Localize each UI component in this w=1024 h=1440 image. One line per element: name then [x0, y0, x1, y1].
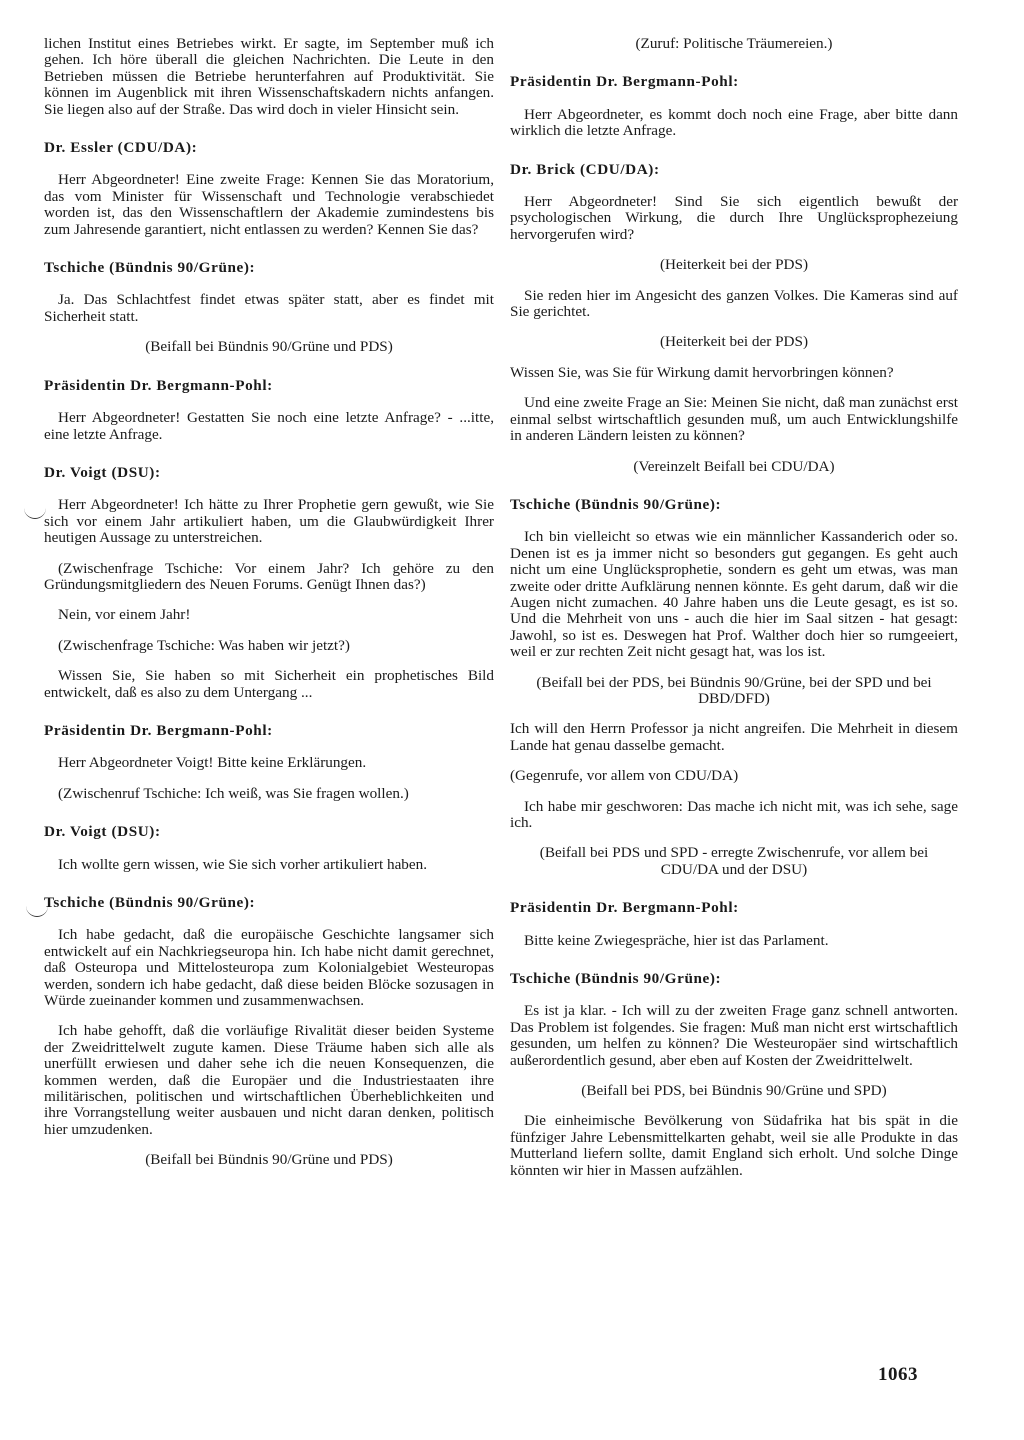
interjection: (Zwischenruf Tschiche: Ich weiß, was Sie fragen wollen.)	[58, 784, 409, 802]
pen-mark	[24, 508, 46, 519]
speaker-heading: Dr. Essler (CDU/DA):	[44, 139, 198, 157]
speaker-heading: Dr. Brick (CDU/DA):	[510, 160, 660, 178]
paragraph: Nein, vor einem Jahr!	[58, 606, 191, 624]
interjection: (Zwischenfrage Tschiche: Vor einem Jahr? Ich gehöre zu den Gründungsmitgliedern des Neuen Forums. Genügt Ihnen das?)	[44, 559, 494, 593]
interjection: (Vereinzelt Beifall bei CDU/DA)	[633, 457, 835, 475]
interjection: (Beifall bei PDS und SPD - erregte Zwischenrufe, vor allem bei CDU/DA und der DSU)	[539, 844, 929, 878]
interjection: (Zwischenfrage Tschiche: Was haben wir jetzt?)	[58, 636, 350, 654]
paragraph: Ich habe mir geschworen: Das mache ich nicht mit, was ich sehe, sage ich.	[510, 797, 958, 831]
paragraph: Ich habe gedacht, daß die europäische Geschichte langsamer sich entwickelt auf ein Nachkriegseuropa hin. Ich habe nicht damit gerechnet, daß Osteuropa und Mittelosteuropa zum Kolonialgebiet Westeuropas werden, sondern ich habe gedacht, daß diese beiden Blöcke sozusagen in Würde zueinander kommen und zusammenwachsen.	[44, 926, 494, 1010]
speaker-heading: Präsidentin Dr. Bergmann-Pohl:	[510, 73, 739, 91]
speaker-heading: Tschiche (Bündnis 90/Grüne):	[44, 894, 256, 911]
interjection: (Zuruf: Politische Träumereien.)	[635, 35, 833, 52]
speaker-heading: Dr. Voigt (DSU):	[44, 463, 161, 481]
paragraph: Die einheimische Bevölkerung von Südafrika hat bis spät in die fünfziger Jahre Lebensmittelkarten gehabt, weil sie alle Produkte in das Mutterland liefern sollte, damit England sich erholt. Und solche Dinge könnten wir hier in Massen aufzählen.	[510, 1112, 958, 1179]
interjection: (Heiterkeit bei der PDS)	[659, 256, 809, 274]
paragraph: Ja. Das Schlachtfest findet etwas später statt, aber es findet mit Sicherheit statt.	[44, 291, 494, 325]
interjection: (Heiterkeit bei der PDS)	[659, 333, 809, 351]
interjection: (Beifall bei Bündnis 90/Grüne und PDS)	[145, 1151, 393, 1169]
speaker-heading: Dr. Voigt (DSU):	[44, 823, 161, 841]
paragraph: Ich will den Herrn Professor ja nicht angreifen. Die Mehrheit in diesem Lande hat genau dasselbe gemacht.	[510, 720, 958, 754]
paragraph: Wissen Sie, was Sie für Wirkung damit hervorbringen können?	[510, 363, 894, 381]
page-number: 1063	[878, 1364, 918, 1385]
speaker-heading: Präsidentin Dr. Bergmann-Pohl:	[510, 899, 739, 917]
paragraph: Sie reden hier im Angesicht des ganzen Volkes. Die Kameras sind auf Sie gerichtet.	[510, 286, 958, 321]
paragraph: Herr Abgeordneter! Gestatten Sie noch eine letzte Anfrage? - ...itte, eine letzte Anfrage.	[44, 409, 494, 443]
left-column	[44, 36, 494, 1183]
interjection: (Beifall bei Bündnis 90/Grüne und PDS)	[145, 338, 393, 356]
speaker-heading: Tschiche (Bündnis 90/Grüne):	[44, 259, 256, 277]
speaker-heading: Tschiche (Bündnis 90/Grüne):	[510, 495, 722, 513]
paragraph: Wissen Sie, Sie haben so mit Sicherheit ein prophetisches Bild entwickelt, daß es also zu dem Untergang ...	[44, 667, 494, 701]
speaker-heading: Präsidentin Dr. Bergmann-Pohl:	[44, 376, 273, 394]
paragraph: Herr Abgeordneter! Eine zweite Frage: Kennen Sie das Moratorium, das vom Minister für Wissenschaft und Technologie verabschiedet worden ist, das den Wissenschaftlern der Akademie zumindestens bis zum Jahresende garantiert, nicht entlassen zu werden? Kennen Sie das?	[44, 171, 494, 238]
paragraph: Bitte keine Zwiegespräche, hier ist das Parlament.	[524, 931, 829, 949]
speaker-heading: Tschiche (Bündnis 90/Grüne):	[510, 970, 722, 988]
paragraph: Ich habe gehofft, daß die vorläufige Rivalität dieser beiden Systeme der Zweidrittelwelt zugute kamen. Diese Träume haben sich alle als unerfüllt erwiesen und daher sehe ich die neuen Konsequenzen, die kommen werden, daß die Europäer und die Industriestaaten ihre militärischen, politischen und wirtschaftlichen Überheblichkeiten und ihre Vorrangstellung weiter ausbauen und nicht daran denken, politisch hier umzudenken.	[44, 1022, 494, 1138]
paragraph: Herr Abgeordneter Voigt! Bitte keine Erklärungen.	[58, 754, 367, 772]
speaker-heading: Präsidentin Dr. Bergmann-Pohl:	[44, 721, 273, 739]
interjection: (Beifall bei PDS, bei Bündnis 90/Grüne und SPD)	[581, 1082, 887, 1100]
interjection: (Beifall bei der PDS, bei Bündnis 90/Grüne, bei der SPD und bei DBD/DFD)	[536, 673, 932, 707]
paragraph: Herr Abgeordneter! Sind Sie sich eigentlich bewußt der psychologischen Wirkung, die durch Ihre Unglücksprophezeiung hervorgerufen wird?	[510, 193, 958, 243]
paragraph: Herr Abgeordneter! Ich hätte zu Ihrer Prophetie gern gewußt, wie Sie sich vor einem Jahr artikuliert haben, um die Glaubwürdigkeit Ihrer heutigen Aussage zu unterstreichen.	[44, 496, 494, 547]
interjection: (Gegenrufe, vor allem von CDU/DA)	[510, 767, 739, 785]
paragraph: lichen Institut eines Betriebes wirkt. Er sagte, im September muß ich gehen. Ich höre überall die gleichen Nachrichten. Die Leute in den Betrieben müssen die Betriebe herunterfahren auf Produktivität. Sie können im Augenblick mit ihren Wissenschaftskadern nichts anfangen. Sie liegen also auf der Straße. Das wird doch in vieler Hinsicht sein.	[44, 35, 494, 118]
paragraph: Es ist ja klar. - Ich will zu der zweiten Frage ganz schnell antworten. Das Problem ist folgendes. Sie fragen: Muß man nicht erst wirtschaftlich gesunden, um helfen zu können? Die Westeuropäer sind wirtschaftlich außerordentlich gesund, aber eben auf Kosten der Zweidrittelwelt.	[510, 1002, 958, 1069]
paragraph: Herr Abgeordneter, es kommt doch noch eine Frage, aber bitte dann wirklich die letzte Anfrage.	[510, 105, 958, 140]
paragraph: Und eine zweite Frage an Sie: Meinen Sie nicht, daß man zunächst erst einmal selbst wirtschaftlich gesunden muß, um auch Entwicklungshilfe in anderen Ländern leisten zu können?	[510, 394, 958, 445]
paragraph: Ich bin vielleicht so etwas wie ein männlicher Kassanderich oder so. Denen ist es ja immer nicht so besonders gut gegangen. Es geht auch nicht um eine Unglücksprophetie, sondern es geht um etwas, was man zweite oder dritte Aufklärung nennen könnte. Es geht darum, daß wir die Augen nicht zumachen. 40 Jahre haben uns die Leute gesagt, es ist so. Und die Mehrheit von uns - auch die hier im Saal sitzen - hat gesagt: Jawohl, so ist es. Deswegen hat Prof. Walther doch hier so rumgeeiert, weil er zur rechten Zeit nicht gesagt hat, was los ist.	[510, 528, 958, 661]
paragraph: Ich wollte gern wissen, wie Sie sich vorher artikuliert haben.	[58, 855, 428, 873]
right-column	[510, 36, 958, 1185]
